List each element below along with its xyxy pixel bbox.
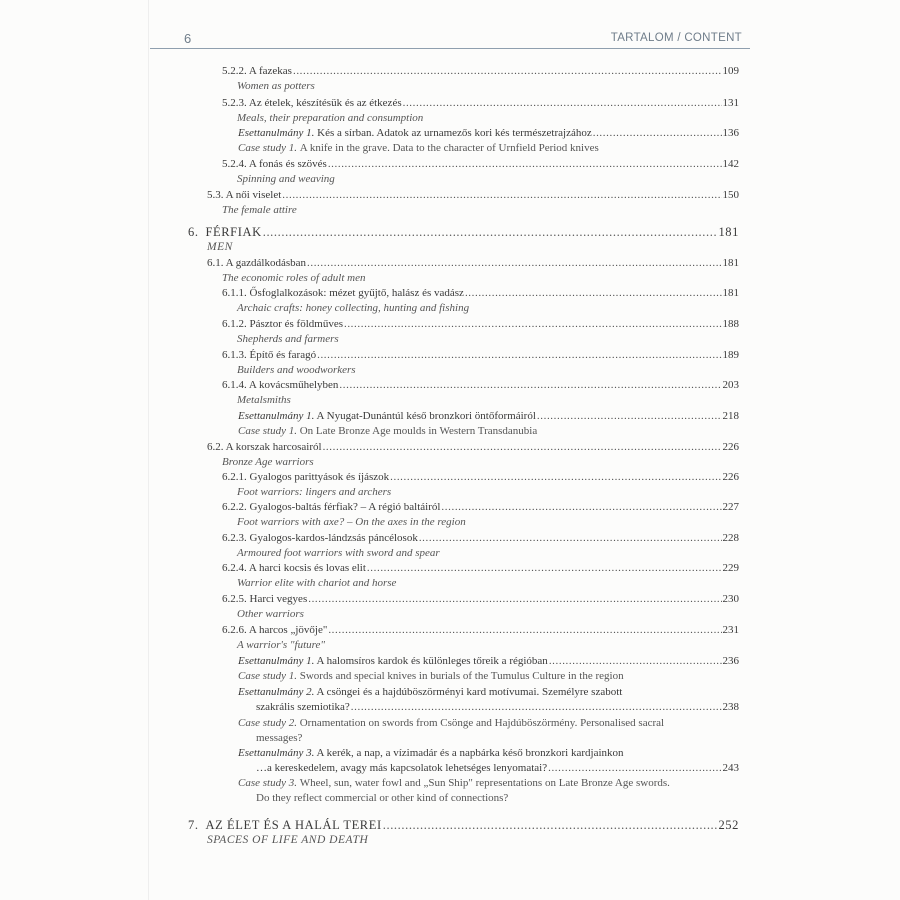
dot-leader [367, 561, 722, 576]
english-subtitle-text: On Late Bronze Age moulds in Western Transdanubia [299, 425, 538, 437]
section-number: 6.1.3. [222, 349, 247, 361]
section-number: 6.1.4. [222, 379, 247, 391]
dot-leader [419, 531, 722, 546]
entry-title [222, 623, 327, 638]
section-number: 6.2.3. [222, 532, 247, 544]
page-reference: 131 [722, 97, 739, 109]
english-subtitle [237, 485, 391, 500]
toc-chapter [188, 818, 739, 833]
english-subtitle-text: Do they reflect commercial or other kind of connections? [256, 792, 509, 804]
page-reference: 109 [722, 65, 739, 77]
page-reference: 188 [722, 318, 739, 330]
section-number: 5.2.3. [222, 97, 247, 109]
dot-leader [263, 225, 718, 240]
english-subtitle-text: Metalsmiths [237, 394, 291, 406]
dot-leader [344, 317, 722, 332]
section-number: 5.2.2. [222, 65, 247, 77]
entry-title [238, 126, 592, 141]
english-subtitle [237, 576, 396, 591]
page-reference: 252 [718, 818, 739, 832]
page-number: 6 [184, 31, 192, 46]
dot-leader [317, 348, 721, 363]
page-reference: 238 [722, 701, 739, 713]
entry-title-text: …a kereskedelem, avagy más kapcsolatok lehetséges lenyomatai? [256, 762, 548, 774]
entry-title-text: AZ ÉLET ÉS A HALÁL TEREI [205, 818, 382, 832]
english-subtitle-text: Ornamentation on swords from Csönge and Hajdúböszörmény. Personalised sacral [299, 717, 665, 729]
page-reference: 142 [722, 158, 739, 170]
case-study-prefix: Esettanulmány 3. [238, 747, 315, 759]
english-subtitle-text: Archaic crafts: honey collecting, hunting and fishing [237, 302, 470, 314]
section-number: 6.2.6. [222, 624, 247, 636]
page-reference: 226 [722, 471, 739, 483]
dot-leader [593, 126, 722, 141]
toc-entry [222, 157, 739, 172]
page-reference: 181 [718, 225, 739, 239]
case-study-prefix-en: Case study 1. [238, 142, 297, 154]
english-subtitle-text: Spinning and weaving [237, 173, 335, 185]
section-number: 6.2.5. [222, 593, 247, 605]
toc-entry [222, 500, 739, 515]
chapter-english-title [207, 240, 233, 255]
toc-entry [222, 561, 739, 576]
case-study-prefix-en: Case study 3. [238, 777, 297, 789]
toc-entry [256, 761, 739, 776]
section-number: 6.2. [207, 441, 224, 453]
entry-title [222, 531, 418, 546]
dot-leader [339, 378, 721, 393]
english-subtitle [222, 455, 314, 470]
page-reference: 150 [722, 189, 739, 201]
entry-title-text: Gyalogos parittyások és íjászok [249, 471, 390, 483]
case-study-prefix: Esettanulmány 1. [238, 410, 315, 422]
english-subtitle [238, 424, 537, 439]
english-subtitle [238, 141, 599, 156]
toc-entry [238, 409, 739, 424]
toc-chapter [188, 225, 739, 240]
entry-title [256, 700, 350, 715]
english-subtitle-text: Wheel, sun, water fowl and „Sun Ship" representations on Late Bronze Age swords. [299, 777, 670, 789]
entry-title [222, 96, 402, 111]
toc-entry [207, 440, 739, 455]
english-subtitle-text: MEN [207, 241, 233, 253]
page-reference: 227 [722, 501, 739, 513]
english-subtitle-text: The female attire [222, 204, 297, 216]
entry-title-text: A harci kocsis és lovas elit [248, 562, 366, 574]
entry-title [207, 188, 281, 203]
english-subtitle [237, 393, 291, 408]
english-subtitle [237, 607, 304, 622]
entry-title [207, 440, 322, 455]
entry-title [207, 256, 306, 271]
english-subtitle [237, 332, 339, 347]
entry-title-text: A korszak harcosairól [225, 441, 322, 453]
dot-leader [307, 256, 722, 271]
entry-title-text: A női viselet [225, 189, 282, 201]
toc-entry [238, 126, 739, 141]
section-number: 6.2.1. [222, 471, 247, 483]
page-reference: 218 [722, 410, 739, 422]
section-number: 6.1.1. [222, 287, 247, 299]
entry-title-text: Az ételek, készítésük és az étkezés [248, 97, 402, 109]
entry-title [222, 317, 343, 332]
page-reference: 189 [722, 349, 739, 361]
page-reference: 228 [722, 532, 739, 544]
dot-leader [537, 409, 722, 424]
dot-leader [390, 470, 721, 485]
entry-title-text: A fonás és szövés [248, 158, 327, 170]
english-subtitle-text: Foot warriors with axe? – On the axes in the region [237, 516, 466, 528]
page-reference: 230 [722, 593, 739, 605]
english-subtitle [237, 363, 356, 378]
entry-title [238, 409, 536, 424]
english-subtitle-text: Women as potters [237, 80, 315, 92]
dot-leader [328, 157, 722, 172]
entry-title-text: Gyalogos-baltás férfiak? – A régió baltáiról [249, 501, 441, 513]
case-study-prefix: Esettanulmány 1. [238, 655, 315, 667]
section-number: 6.2.2. [222, 501, 247, 513]
dot-leader [351, 700, 722, 715]
chapter-english-title [207, 833, 368, 848]
entry-title-text: A harcos „jövője" [248, 624, 328, 636]
section-number: 6.1.2. [222, 318, 247, 330]
entry-title-text: Pásztor és földműves [249, 318, 343, 330]
english-subtitle [222, 271, 365, 286]
english-subtitle-text: SPACES OF LIFE AND DEATH [207, 834, 369, 846]
entry-title-text: Gyalogos-kardos-lándzsás páncélosok [249, 532, 418, 544]
toc-entry [207, 188, 739, 203]
toc-entry [207, 256, 739, 271]
english-subtitle [237, 111, 423, 126]
english-subtitle-text: A knife in the grave. Data to the character of Urnfield Period knives [299, 142, 599, 154]
page-reference: 136 [722, 127, 739, 139]
dot-leader [282, 188, 721, 203]
dot-leader [323, 440, 722, 455]
toc-entry [222, 592, 739, 607]
entry-title-text: A Nyugat-Dunántúl késő bronzkori öntőformáiról [316, 410, 536, 422]
english-subtitle-text: Meals, their preparation and consumption [237, 112, 424, 124]
toc-entry [222, 470, 739, 485]
dot-leader [328, 623, 721, 638]
english-subtitle [237, 301, 469, 316]
english-subtitle-text: A warrior's "future" [237, 639, 325, 651]
english-subtitle [222, 203, 297, 218]
entry-title-text: A csöngei és a hajdúböszörményi kard motívumai. Személyre szabott [316, 686, 623, 698]
entry-title-text: A kovácsműhelyben [248, 379, 339, 391]
english-subtitle [256, 731, 302, 746]
dot-leader [465, 286, 722, 301]
running-title: TARTALOM / CONTENT [610, 32, 742, 44]
toc-entry [222, 531, 739, 546]
dot-leader [308, 592, 721, 607]
entry-title-text: Építő és faragó [249, 349, 317, 361]
section-number: 6. [188, 225, 199, 239]
toc-entry [238, 746, 624, 761]
case-study-prefix-en: Case study 2. [238, 717, 297, 729]
page-reference: 236 [722, 655, 739, 667]
english-subtitle [238, 716, 664, 731]
section-number: 6.2.4. [222, 562, 247, 574]
page-reference: 181 [722, 257, 739, 269]
entry-title-text: Kés a sírban. Adatok az urnamezős kori kés természetrajzához [317, 127, 592, 139]
entry-title-text: FÉRFIAK [205, 225, 262, 239]
entry-title [238, 654, 548, 669]
entry-title-text: A fazekas [248, 65, 292, 77]
case-study-prefix: Esettanulmány 1. [238, 127, 315, 139]
dot-leader [383, 818, 718, 833]
entry-title-text: A halomsíros kardok és különleges tőreik a régióban [316, 655, 548, 667]
english-subtitle [237, 172, 335, 187]
english-subtitle [238, 669, 624, 684]
toc-entry [238, 654, 739, 669]
english-subtitle [237, 638, 325, 653]
toc-entry [222, 96, 739, 111]
entry-title-text: Harci vegyes [249, 593, 308, 605]
english-subtitle-text: messages? [256, 732, 303, 744]
english-subtitle [237, 515, 466, 530]
page-reference: 226 [722, 441, 739, 453]
toc-entry [222, 64, 739, 79]
entry-title-text: Ősfoglalkozások: mézet gyűjtő, halász és vadász [249, 287, 464, 299]
entry-title [222, 64, 292, 79]
entry-title [222, 157, 327, 172]
entry-title-text: A kerék, a nap, a vízimadár és a napbárka késő bronzkori kardjainkon [316, 747, 624, 759]
entry-title [222, 561, 366, 576]
toc-entry [222, 378, 739, 393]
entry-title-text: A gazdálkodásban [225, 257, 306, 269]
entry-title [222, 592, 307, 607]
entry-title-text: szakrális szemiotika? [256, 701, 350, 713]
toc-entry [222, 623, 739, 638]
case-study-prefix: Esettanulmány 2. [238, 686, 315, 698]
toc-entry [222, 348, 739, 363]
page-reference: 181 [722, 287, 739, 299]
english-subtitle-text: Warrior elite with chariot and horse [237, 577, 397, 589]
english-subtitle-text: Builders and woodworkers [237, 364, 356, 376]
page-reference: 231 [722, 624, 739, 636]
dot-leader [293, 64, 722, 79]
english-subtitle-text: The economic roles of adult men [222, 272, 366, 284]
case-study-prefix-en: Case study 1. [238, 670, 297, 682]
english-subtitle-text: Armoured foot warriors with sword and spear [237, 547, 440, 559]
toc-entry [222, 286, 739, 301]
entry-title [222, 286, 464, 301]
section-number: 5.3. [207, 189, 224, 201]
page-reference: 203 [722, 379, 739, 391]
dot-leader [403, 96, 722, 111]
page-reference: 229 [722, 562, 739, 574]
english-subtitle [256, 791, 508, 806]
entry-title [222, 470, 389, 485]
english-subtitle-text: Foot warriors: lingers and archers [237, 486, 392, 498]
toc-entry [238, 685, 622, 700]
entry-title [222, 348, 316, 363]
english-subtitle [237, 546, 440, 561]
dot-leader [548, 761, 721, 776]
english-subtitle-text: Shepherds and farmers [237, 333, 339, 345]
entry-title [222, 500, 440, 515]
toc-entry [256, 700, 739, 715]
entry-title [222, 378, 338, 393]
english-subtitle-text: Swords and special knives in burials of the Tumulus Culture in the region [299, 670, 624, 682]
entry-title [256, 761, 547, 776]
case-study-prefix-en: Case study 1. [238, 425, 297, 437]
entry-title [188, 225, 262, 240]
entry-title [188, 818, 382, 833]
section-number: 6.1. [207, 257, 224, 269]
english-subtitle [237, 79, 315, 94]
english-subtitle-text: Other warriors [237, 608, 304, 620]
page-reference: 243 [722, 762, 739, 774]
section-number: 5.2.4. [222, 158, 247, 170]
english-subtitle-text: Bronze Age warriors [222, 456, 314, 468]
toc-entry [222, 317, 739, 332]
english-subtitle [238, 776, 670, 791]
section-number: 7. [188, 818, 199, 832]
dot-leader [549, 654, 722, 669]
dot-leader [441, 500, 721, 515]
